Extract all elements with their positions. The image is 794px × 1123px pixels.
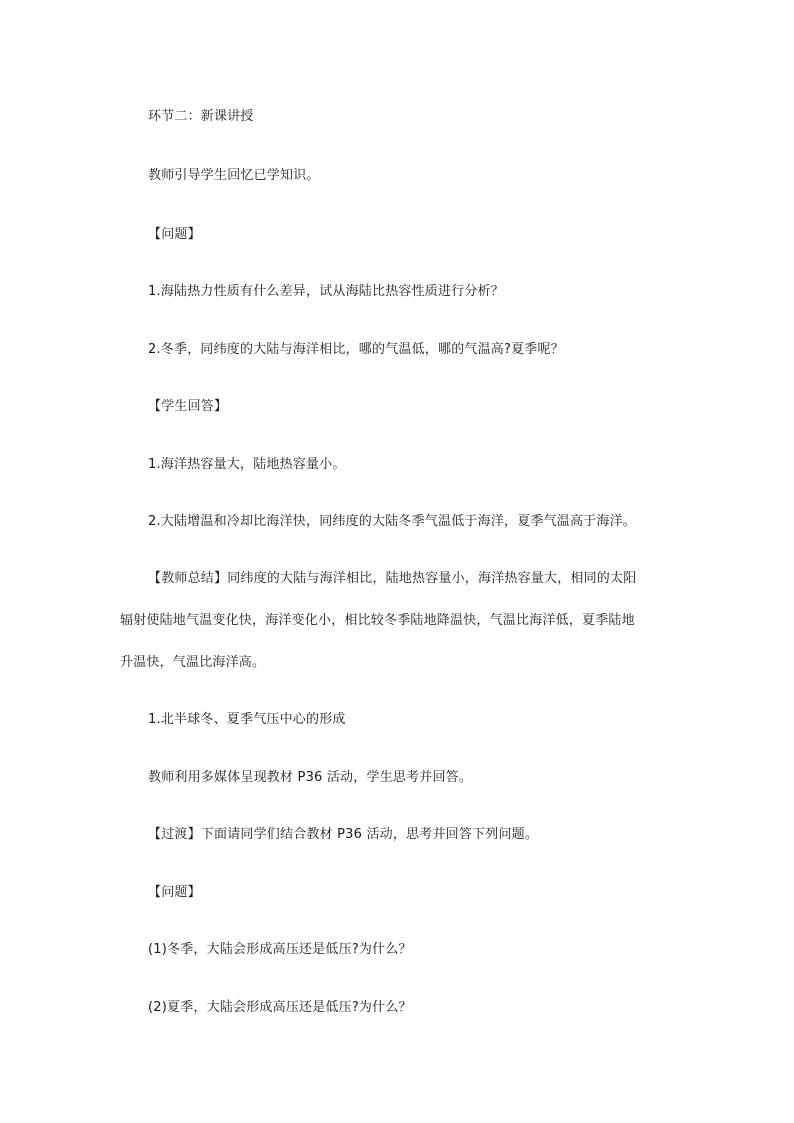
summary-paragraph-line: 升温快，气温比海洋高。: [120, 655, 266, 670]
intro-paragraph: 教师引导学生回忆已学知识。: [148, 168, 320, 183]
summary-paragraph-line: 辐射使陆地气温变化快，海洋变化小，相比较冬季陆地降温快，气温比海洋低，夏季陆地: [120, 613, 635, 628]
question-item: (1)冬季，大陆会形成高压还是低压?为什么？: [148, 942, 412, 957]
question-item: (2)夏季，大陆会形成高压还是低压?为什么？: [148, 1000, 412, 1015]
answer-item: 2.大陆增温和冷却比海洋快，同纬度的大陆冬季气温低于海洋，夏季气温高于海洋。: [148, 514, 637, 529]
answer-tag: 【学生回答】: [148, 399, 228, 414]
question-item: 1.海陆热力性质有什么差异，试从海陆比热容性质进行分析？: [148, 284, 505, 299]
question-tag: 【问题】: [148, 885, 201, 900]
transition-paragraph: 【过渡】下面请同学们结合教材 P36 活动，思考并回答下列问题。: [148, 827, 539, 842]
summary-paragraph-line: 【教师总结】同纬度的大陆与海洋相比，陆地热容量小，海洋热容量大，相同的太阳: [148, 571, 637, 586]
question-item: 2.冬季，同纬度的大陆与海洋相比，哪的气温低，哪的气温高?夏季呢？: [148, 342, 564, 357]
activity-paragraph: 教师利用多媒体呈现教材 P36 活动，学生思考并回答。: [148, 770, 473, 785]
question-tag: 【问题】: [148, 227, 201, 242]
answer-item: 1.海洋热容量大，陆地热容量小。: [148, 457, 346, 472]
subsection-heading: 1.北半球冬、夏季气压中心的形成: [148, 712, 346, 727]
section-heading: 环节二：新课讲授: [148, 109, 254, 124]
